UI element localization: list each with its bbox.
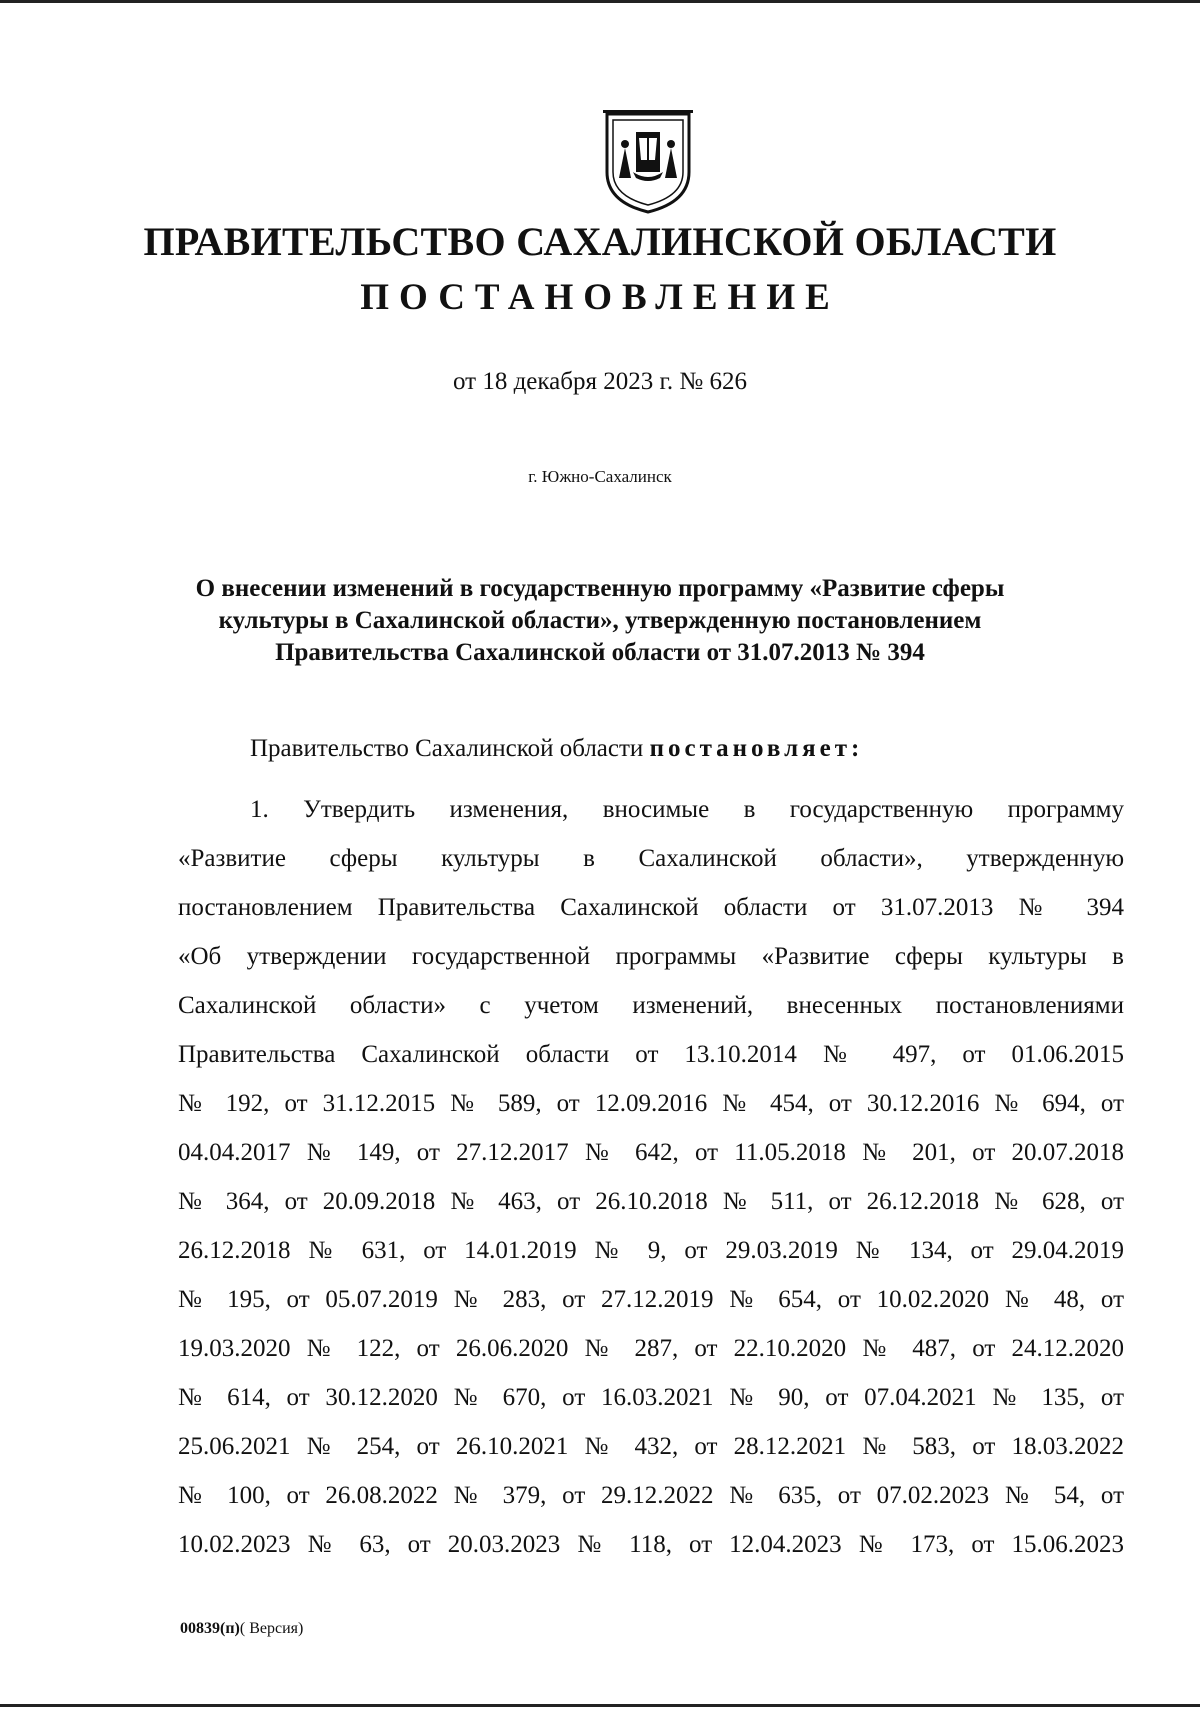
top-border-rule: [0, 0, 1200, 3]
body-line: 25.06.2021 № 254, от 26.10.2021 № 432, от 28.12.2021 № 583, от 18.03.2022: [178, 1433, 1124, 1460]
body-line: № 100, от 26.08.2022 № 379, от 29.12.2022 № 635, от 07.02.2023 № 54, от: [178, 1482, 1124, 1509]
footer-version: ( Версия): [239, 1620, 304, 1637]
body-line: 04.04.2017 № 149, от 27.12.2017 № 642, от 11.05.2018 № 201, от 20.07.2018: [178, 1139, 1124, 1166]
heading-line: О внесении изменений в государственную программу «Развитие сферы: [195, 575, 1005, 602]
body-line: 26.12.2018 № 631, от 14.01.2019 № 9, от 29.03.2019 № 134, от 29.04.2019: [178, 1237, 1124, 1264]
document-date-number: от 18 декабря 2023 г. № 626: [452, 368, 748, 395]
body-line: Сахалинской области» с учетом изменений, внесенных постановлениями: [178, 992, 1124, 1019]
heading-line: Правительства Сахалинской области от 31.07.2013 № 394: [275, 639, 925, 666]
preamble-lead: Правительство Сахалинской области: [250, 735, 644, 762]
body-line: Правительства Сахалинской области от 13.10.2014 № 497, от 01.06.2015: [178, 1041, 1124, 1068]
decree-heading: [130, 573, 1070, 669]
body-line: 10.02.2023 № 63, от 20.03.2023 № 118, от 12.04.2023 № 173, от 15.06.2023: [178, 1531, 1124, 1558]
body-line: постановлением Правительства Сахалинской области от 31.07.2013 № 394: [178, 894, 1124, 921]
body-line: № 364, от 20.09.2018 № 463, от 26.10.2018 № 511, от 26.12.2018 № 628, от: [178, 1188, 1124, 1215]
preamble-verb: постановляет:: [649, 735, 864, 762]
heading-line: культуры в Сахалинской области», утвержденную постановлением: [218, 607, 982, 634]
footer-code: 00839(п): [180, 1620, 240, 1637]
body-line: «Об утверждении государственной программы «Развитие сферы культуры в: [178, 943, 1124, 970]
document-footer-code: [180, 1620, 303, 1638]
decree-body: [178, 785, 1124, 1569]
document-city: г. Южно-Сахалинск: [528, 467, 672, 486]
preamble: [250, 735, 1150, 763]
organization-title: ПРАВИТЕЛЬСТВО САХАЛИНСКОЙ ОБЛАСТИ: [143, 219, 1057, 264]
body-line: «Развитие сферы культуры в Сахалинской области», утвержденную: [178, 845, 1124, 872]
document-type: ПОСТАНОВЛЕНИЕ: [360, 277, 840, 318]
body-line: № 192, от 31.12.2015 № 589, от 12.09.2016 № 454, от 30.12.2016 № 694, от: [178, 1090, 1124, 1117]
bottom-border-rule: [0, 1704, 1200, 1707]
body-line: № 614, от 30.12.2020 № 670, от 16.03.2021 № 90, от 07.04.2021 № 135, от: [178, 1384, 1124, 1411]
body-line: 1. Утвердить изменения, вносимые в государственную программу: [250, 796, 1124, 823]
sakhalin-coat-of-arms-icon: [603, 110, 693, 214]
body-line: 19.03.2020 № 122, от 26.06.2020 № 287, от 22.10.2020 № 487, от 24.12.2020: [178, 1335, 1124, 1362]
body-line: № 195, от 05.07.2019 № 283, от 27.12.2019 № 654, от 10.02.2020 № 48, от: [178, 1286, 1124, 1313]
